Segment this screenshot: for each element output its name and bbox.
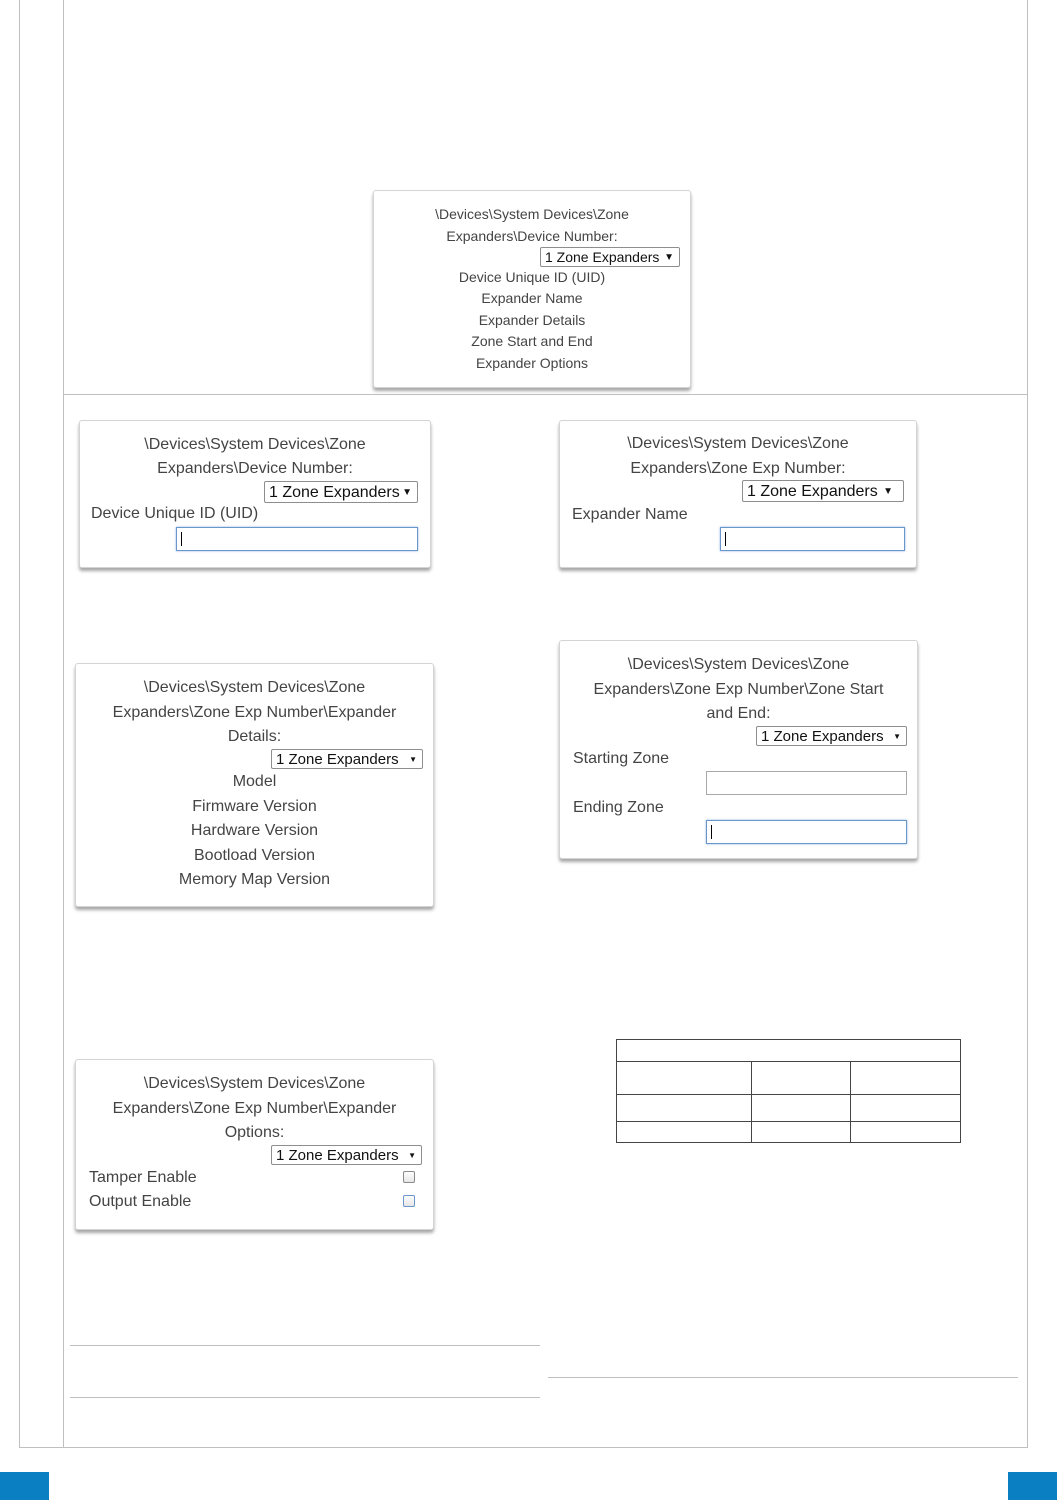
panel-expander-name <box>559 420 917 568</box>
dropdown-arrow-icon: ▼ <box>664 252 674 263</box>
table-cell <box>617 1122 752 1143</box>
uid-label: Device Unique ID (UID) <box>91 505 259 522</box>
table-row <box>617 1040 961 1062</box>
panel-path-line2: Expanders\Zone Exp Number\Expander <box>112 704 397 721</box>
panel-device-uid <box>79 420 431 568</box>
detail-hardware-version: Hardware Version <box>190 822 319 839</box>
menu-item-zone-start-end[interactable]: Zone Start and End <box>471 333 593 349</box>
tamper-enable-label: Tamper Enable <box>89 1169 197 1186</box>
menu-item-uid[interactable]: Device Unique ID (UID) <box>458 269 606 285</box>
dropdown-arrow-icon: ▼ <box>409 755 417 764</box>
panel-path-line1: \Devices\System Devices\Zone <box>627 435 849 452</box>
select-value: 1 Zone Expanders <box>276 1147 399 1164</box>
section-divider <box>64 394 1028 395</box>
table-cell <box>752 1095 851 1122</box>
dropdown-arrow-icon: ▼ <box>883 486 893 497</box>
dropdown-arrow-icon: ▼ <box>408 1151 416 1160</box>
output-enable-label: Output Enable <box>89 1193 192 1210</box>
panel-path-line3: Options: <box>224 1124 285 1141</box>
footer-rule-2 <box>70 1397 540 1398</box>
panel-path-line3: and End: <box>706 705 771 722</box>
device-number-select[interactable] <box>264 481 418 503</box>
text-caret <box>725 532 726 546</box>
text-caret <box>181 532 182 546</box>
zone-exp-number-select[interactable] <box>756 726 907 746</box>
page-margin-line <box>63 0 64 1448</box>
footer-rule-1 <box>70 1345 540 1346</box>
ending-zone-label: Ending Zone <box>573 799 664 816</box>
panel-path-line2: Expanders\Device Number: <box>157 460 353 477</box>
menu-item-expander-name[interactable]: Expander Name <box>481 290 583 306</box>
tamper-enable-checkbox[interactable] <box>403 1171 415 1183</box>
panel-path-line1: \Devices\System Devices\Zone <box>627 656 850 673</box>
panel-path-line2: Expanders\Zone Exp Number\Zone Start <box>593 681 884 698</box>
text-caret <box>711 825 712 839</box>
panel-path-line2: Expanders\Zone Exp Number: <box>630 460 846 477</box>
panel-path-line2: Expanders\Zone Exp Number\Expander <box>112 1100 397 1117</box>
panel-path-line2: Expanders\Device Number: <box>446 228 618 244</box>
table-cell <box>617 1062 752 1095</box>
output-enable-checkbox[interactable] <box>403 1195 415 1207</box>
dropdown-arrow-icon: ▼ <box>402 487 412 498</box>
select-value: 1 Zone Expanders <box>545 249 660 265</box>
zone-exp-number-select[interactable] <box>742 480 904 502</box>
table-cell <box>617 1095 752 1122</box>
panel-expander-details <box>75 663 434 907</box>
detail-bootload-version: Bootload Version <box>194 847 315 864</box>
table-cell <box>617 1040 961 1062</box>
table-cell <box>851 1095 961 1122</box>
table-cell <box>851 1062 961 1095</box>
select-value: 1 Zone Expanders <box>269 484 400 501</box>
table-cell <box>752 1122 851 1143</box>
panel-path-line1: \Devices\System Devices\Zone <box>435 206 629 222</box>
uid-input[interactable] <box>176 527 418 551</box>
detail-model: Model <box>232 773 277 790</box>
starting-zone-label: Starting Zone <box>573 750 670 767</box>
select-value: 1 Zone Expanders <box>276 751 399 768</box>
expander-name-input[interactable] <box>720 527 905 551</box>
menu-item-expander-options[interactable]: Expander Options <box>475 355 589 371</box>
page-corner-left <box>0 1472 49 1500</box>
panel-overview <box>373 190 691 388</box>
table-cell <box>752 1062 851 1095</box>
select-value: 1 Zone Expanders <box>747 483 878 500</box>
empty-table <box>616 1039 961 1143</box>
device-number-select[interactable] <box>540 247 680 267</box>
page-corner-right <box>1008 1472 1057 1500</box>
detail-firmware-version: Firmware Version <box>192 798 317 815</box>
select-value: 1 Zone Expanders <box>761 728 884 745</box>
menu-item-expander-details[interactable]: Expander Details <box>478 312 586 328</box>
panel-expander-options <box>75 1059 434 1230</box>
panel-path-line1: \Devices\System Devices\Zone <box>144 436 366 453</box>
panel-path-line3: Details: <box>227 728 282 745</box>
panel-zone-start-end <box>559 640 918 859</box>
footer-rule-3 <box>548 1377 1018 1378</box>
zone-exp-number-select[interactable] <box>271 749 423 769</box>
panel-path-line1: \Devices\System Devices\Zone <box>143 679 366 696</box>
table-row <box>617 1122 961 1143</box>
expander-name-label: Expander Name <box>572 506 688 523</box>
table-row <box>617 1095 961 1122</box>
table-cell <box>851 1122 961 1143</box>
zone-exp-number-select[interactable] <box>271 1145 422 1165</box>
table-row <box>617 1062 961 1095</box>
starting-zone-input[interactable] <box>706 771 907 795</box>
ending-zone-input[interactable] <box>706 820 907 844</box>
dropdown-arrow-icon: ▼ <box>893 732 901 741</box>
detail-memory-map-version: Memory Map Version <box>178 871 331 888</box>
panel-path-line1: \Devices\System Devices\Zone <box>143 1075 366 1092</box>
